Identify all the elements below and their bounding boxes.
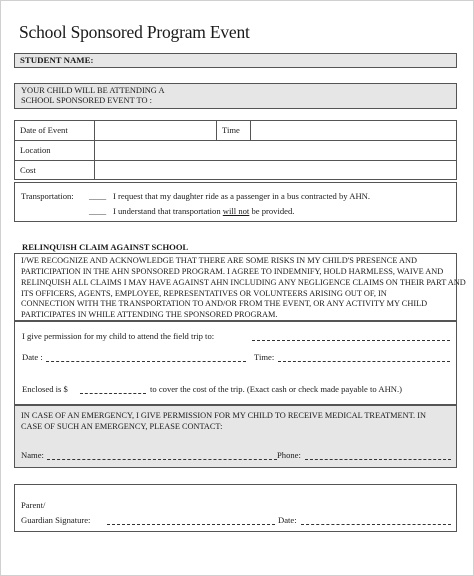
enclosed-amount-field[interactable]	[80, 393, 146, 394]
relinquish-line-5: CONNECTION WITH THE TRANSPORTATION TO AND/OR FROM THE EVENT, OR ANY ACTIVITY MY CHILD	[21, 299, 428, 308]
relinquish-line-6: PARTICIPATES IN WHILE ATTENDING THE SPONSORED PROGRAM.	[21, 310, 278, 319]
guardian-signature-field[interactable]	[107, 524, 275, 525]
emergency-phone-field[interactable]	[305, 459, 451, 460]
signature-box	[14, 484, 457, 532]
transportation-box	[14, 182, 457, 222]
relinquish-line-1: I/WE RECOGNIZE AND ACKNOWLEDGE THAT THERE ARE SOME RISKS IN MY CHILD'S PRESENCE AND	[21, 256, 417, 265]
time-label-divider-left	[216, 120, 217, 140]
details-label-divider	[94, 120, 95, 180]
option1-text: I request that my daughter ride as a passenger in a bus contracted by AHN.	[113, 191, 371, 201]
option2-blank[interactable]: ____	[89, 206, 107, 216]
permission-date-label: Date :	[22, 352, 43, 362]
relinquish-box	[14, 253, 466, 321]
permission-time-label: Time:	[254, 352, 275, 362]
location-field[interactable]	[96, 141, 456, 159]
time-label-divider-right	[250, 120, 251, 140]
student-name-label: STUDENT NAME:	[20, 55, 94, 65]
signature-date-label: Date:	[278, 515, 297, 525]
cost-field[interactable]	[96, 161, 456, 179]
emergency-line2: CASE OF SUCH AN EMERGENCY, PLEASE CONTACT:	[21, 422, 223, 431]
page-title: School Sponsored Program Event	[19, 22, 250, 42]
enclosed-text: to cover the cost of the trip. (Exact cash or check made payable to AHN.)	[150, 384, 402, 394]
field-trip-destination-field[interactable]	[252, 340, 450, 341]
time-label: Time	[222, 125, 240, 135]
signature-date-field[interactable]	[301, 524, 451, 525]
relinquish-line-2: PARTICIPATION IN THE AHN SPONSORED PROGRAM. I AGREE TO INDEMNIFY, HOLD HARMLESS, WAIVE AND	[21, 267, 444, 276]
transportation-label: Transportation:	[21, 191, 74, 201]
emergency-phone-label: Phone:	[277, 450, 301, 460]
attending-line1: YOUR CHILD WILL BE ATTENDING A	[21, 86, 165, 95]
student-name-row	[14, 53, 457, 68]
option2-text-post: be provided.	[251, 206, 295, 216]
emergency-line1: IN CASE OF AN EMERGENCY, I GIVE PERMISSION FOR MY CHILD TO RECEIVE MEDICAL TREATMENT. IN	[21, 411, 426, 420]
relinquish-line-4: ITS OFFICERS, AGENTS, EMPLOYEE, REPRESENTATIVES OR VOLUNTEERS ARISING OUT OF, IN	[21, 289, 387, 298]
date-of-event-field[interactable]	[96, 121, 215, 139]
emergency-name-label: Name:	[21, 450, 44, 460]
option2-text-emph: will not	[222, 206, 250, 216]
option1-blank[interactable]: ____	[89, 191, 107, 201]
option2-text	[113, 206, 294, 216]
emergency-name-field[interactable]	[47, 459, 277, 460]
relinquish-heading: RELINQUISH CLAIM AGAINST SCHOOL	[22, 242, 189, 252]
attending-box	[14, 83, 457, 109]
enclosed-label: Enclosed is $	[22, 384, 68, 394]
cost-label: Cost	[20, 165, 36, 175]
option2-text-pre: I understand that transportation	[113, 206, 221, 216]
guardian-signature-label: Guardian Signature:	[21, 515, 91, 525]
emergency-box	[14, 405, 457, 468]
location-label: Location	[20, 145, 51, 155]
attending-line2: SCHOOL SPONSORED EVENT TO :	[21, 96, 152, 105]
permission-time-field[interactable]	[278, 361, 450, 362]
permission-text: I give permission for my child to attend the field trip to:	[22, 331, 215, 341]
permission-date-field[interactable]	[46, 361, 246, 362]
time-field[interactable]	[252, 121, 456, 139]
relinquish-line-3: RELINQUISH ALL CLAIMS I MAY HAVE AGAINST AHN INCLUDING ANY NEGLIGENCE CLAIMS ON THEIR PART AND	[21, 278, 466, 287]
date-of-event-label: Date of Event	[20, 125, 68, 135]
parent-label: Parent/	[21, 500, 46, 510]
